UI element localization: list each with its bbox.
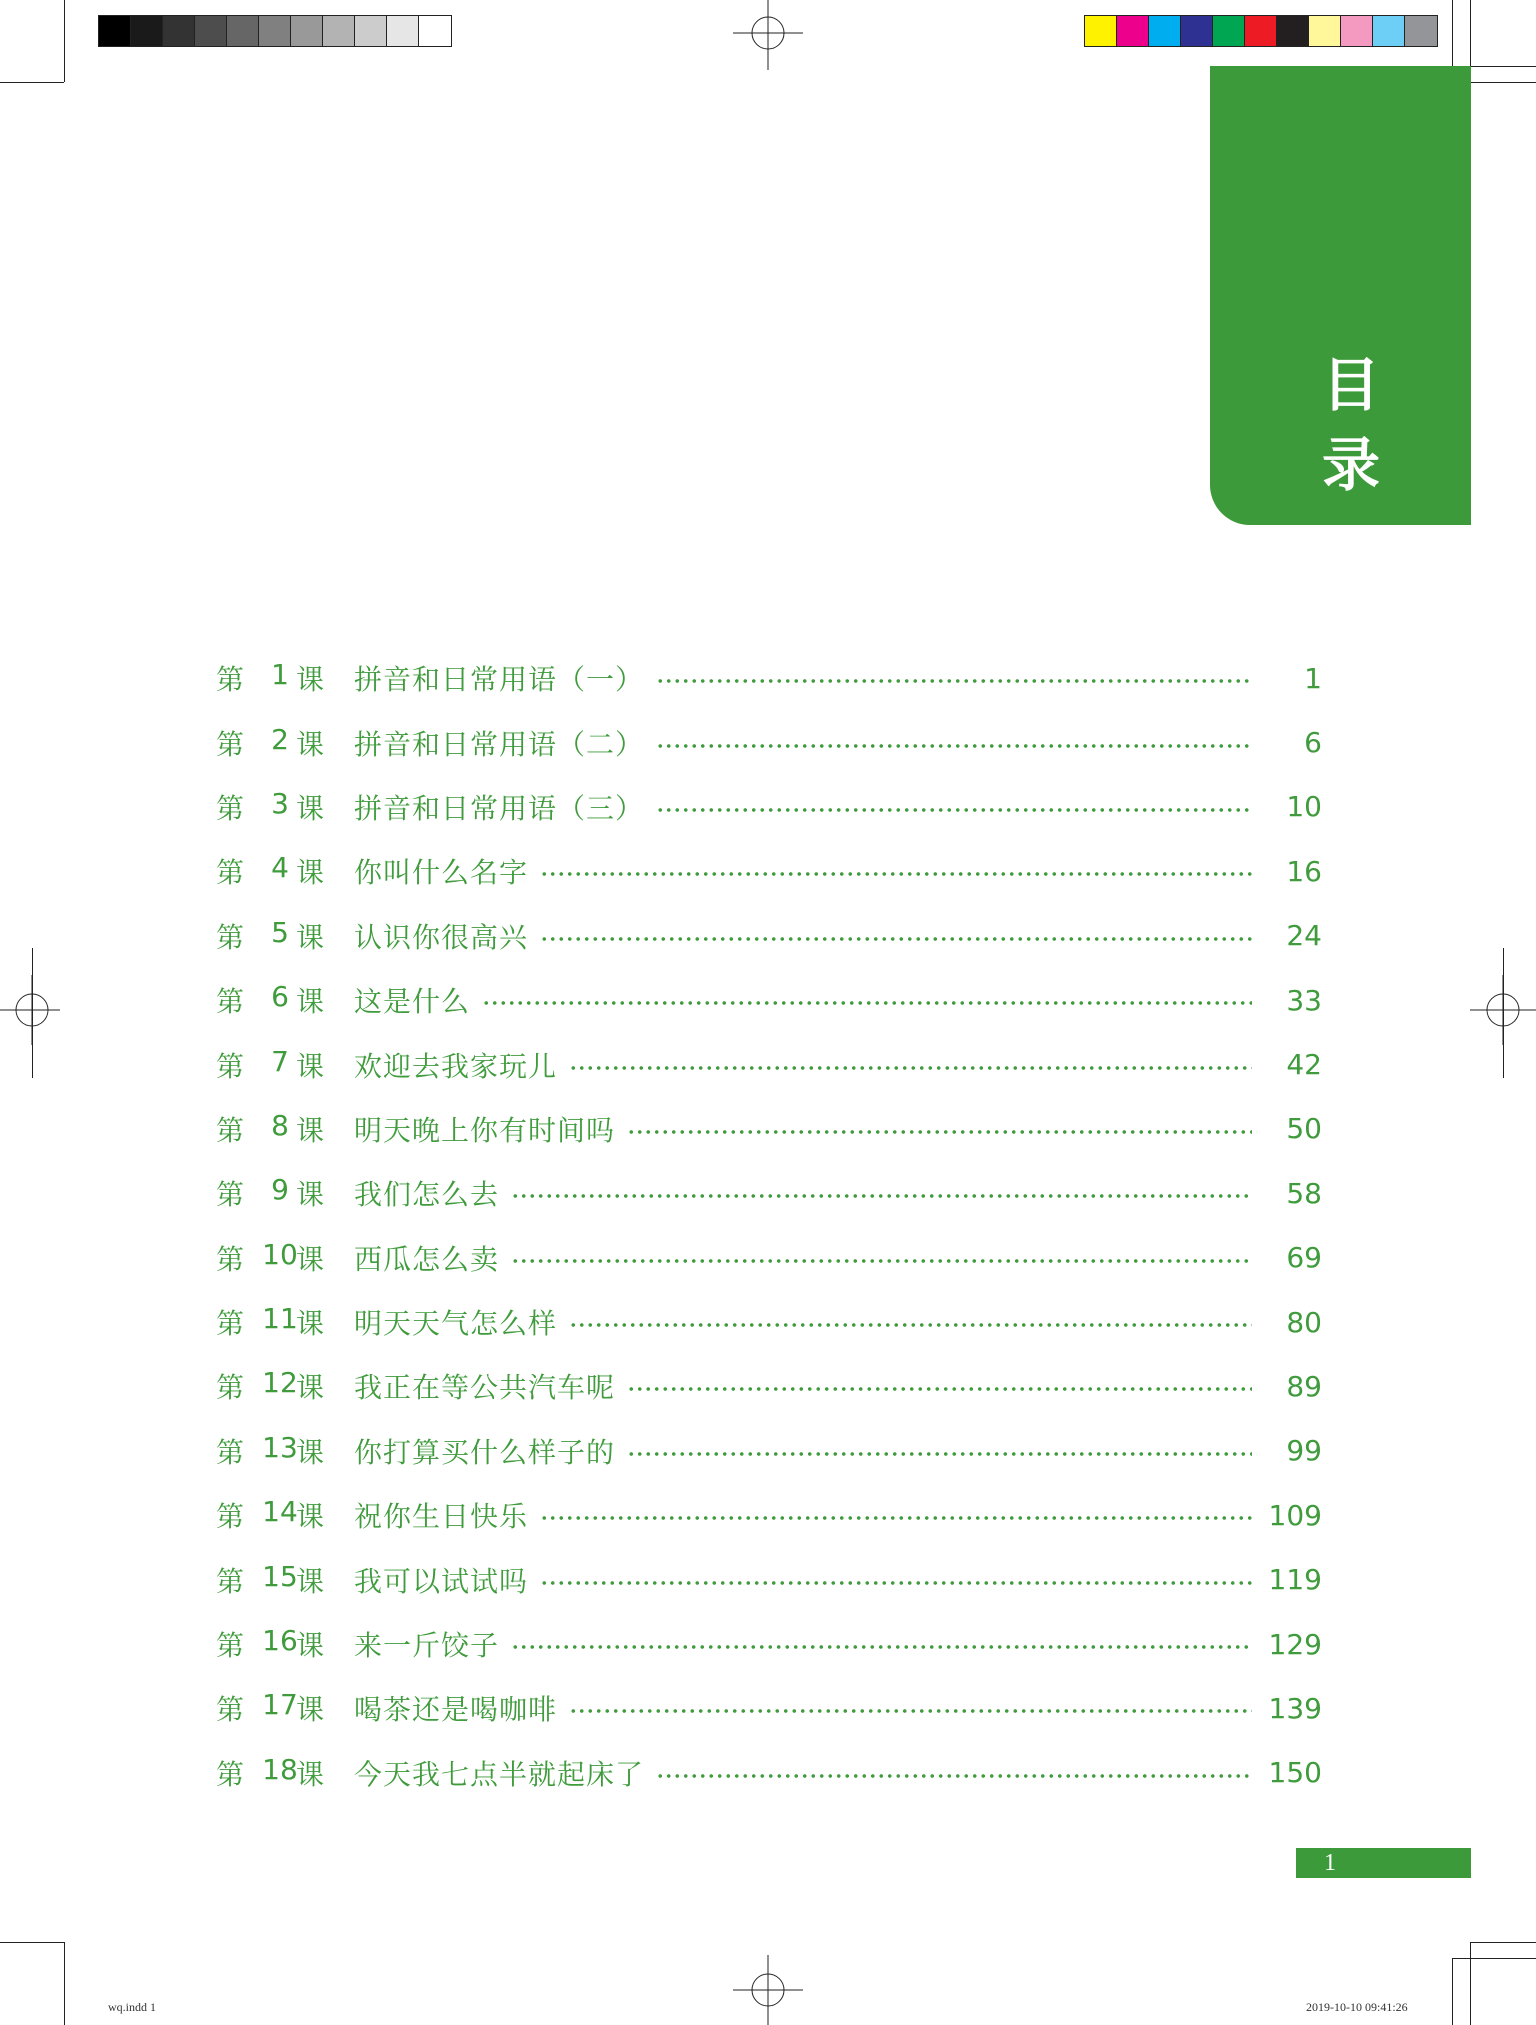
- lesson-number: 6: [271, 980, 289, 1014]
- dot-leader: [540, 937, 1252, 941]
- dot-leader: [540, 1516, 1252, 1520]
- gray-swatch: [387, 16, 419, 46]
- color-swatch: [1149, 16, 1181, 46]
- table-of-contents: [216, 646, 1322, 1805]
- lesson-prefix: 第: [216, 856, 245, 890]
- lesson-title: 今天我七点半就起床了: [354, 1757, 645, 1791]
- gray-swatch: [355, 16, 387, 46]
- lesson-label: [216, 723, 354, 763]
- lesson-page-number: 109: [1268, 1498, 1322, 1532]
- toc-entry[interactable]: [216, 1032, 1322, 1096]
- lesson-title: 你叫什么名字: [354, 856, 529, 890]
- lesson-label: [216, 1431, 354, 1471]
- lesson-label: [216, 1302, 354, 1342]
- lesson-page-number: 69: [1286, 1241, 1322, 1275]
- lesson-suffix: 课: [296, 985, 325, 1019]
- lesson-suffix: 课: [296, 727, 325, 761]
- lesson-number: 3: [271, 786, 289, 820]
- contents-title-tab: [1210, 66, 1471, 525]
- toc-entry[interactable]: [216, 775, 1322, 839]
- registration-line-right: [1503, 948, 1504, 1078]
- lesson-number: 8: [271, 1108, 289, 1142]
- lesson-number: 15: [262, 1559, 298, 1593]
- toc-entry[interactable]: [216, 1676, 1322, 1740]
- dot-leader: [569, 1709, 1252, 1713]
- dot-leader: [511, 1259, 1252, 1263]
- lesson-suffix: 课: [296, 1629, 325, 1663]
- lesson-prefix: 第: [216, 1629, 245, 1663]
- lesson-page-number: 129: [1268, 1627, 1322, 1661]
- toc-entry[interactable]: [216, 710, 1322, 774]
- toc-entry[interactable]: [216, 1290, 1322, 1354]
- color-swatch: [1341, 16, 1373, 46]
- lesson-suffix: 课: [296, 920, 325, 954]
- color-swatch: [1085, 16, 1117, 46]
- dot-leader: [656, 744, 1252, 748]
- lesson-suffix: 课: [296, 1757, 325, 1791]
- lesson-prefix: 第: [216, 1242, 245, 1276]
- lesson-title: 拼音和日常用语（一）: [354, 663, 645, 697]
- page-number: 1: [1324, 1850, 1336, 1876]
- dot-leader: [511, 1194, 1252, 1198]
- color-calibration-bar: [1084, 15, 1438, 47]
- lesson-page-number: 119: [1268, 1563, 1322, 1597]
- grayscale-calibration-bar: [98, 15, 452, 47]
- lesson-label: [216, 787, 354, 827]
- lesson-page-number: 10: [1286, 790, 1322, 824]
- color-swatch: [1117, 16, 1149, 46]
- lesson-label: [216, 1045, 354, 1085]
- lesson-number: 9: [271, 1173, 289, 1207]
- lesson-prefix: 第: [216, 1500, 245, 1534]
- registration-mark-bottom-icon: [733, 1955, 803, 2025]
- page-number-box: [1296, 1848, 1471, 1878]
- toc-entry[interactable]: [216, 1161, 1322, 1225]
- lesson-number: 17: [262, 1688, 298, 1722]
- lesson-page-number: 24: [1286, 919, 1322, 953]
- lesson-label: [216, 1624, 354, 1664]
- dot-leader: [540, 872, 1252, 876]
- gray-swatch: [131, 16, 163, 46]
- contents-title-char-2: 录: [1321, 431, 1380, 499]
- lesson-label: [216, 1753, 354, 1793]
- toc-entry[interactable]: [216, 839, 1322, 903]
- toc-entry[interactable]: [216, 968, 1322, 1032]
- lesson-prefix: 第: [216, 985, 245, 1019]
- dot-leader: [627, 1452, 1252, 1456]
- lesson-prefix: 第: [216, 1178, 245, 1212]
- dot-leader: [627, 1387, 1252, 1391]
- lesson-page-number: 58: [1286, 1176, 1322, 1210]
- lesson-label: [216, 1688, 354, 1728]
- lesson-title: 欢迎去我家玩儿: [354, 1049, 558, 1083]
- lesson-title: 明天晚上你有时间吗: [354, 1113, 616, 1147]
- toc-entry[interactable]: [216, 1354, 1322, 1418]
- lesson-title: 明天天气怎么样: [354, 1307, 558, 1341]
- gray-swatch: [163, 16, 195, 46]
- registration-line-left: [32, 948, 33, 1078]
- dot-leader: [511, 1645, 1252, 1649]
- slug-timestamp: 2019-10-10 09:41:26: [1306, 2000, 1408, 2014]
- lesson-prefix: 第: [216, 920, 245, 954]
- lesson-page-number: 89: [1286, 1369, 1322, 1403]
- lesson-prefix: 第: [216, 727, 245, 761]
- lesson-label: [216, 916, 354, 956]
- lesson-title: 拼音和日常用语（三）: [354, 791, 645, 825]
- lesson-number: 13: [262, 1430, 298, 1464]
- lesson-label: [216, 980, 354, 1020]
- toc-entry[interactable]: [216, 1419, 1322, 1483]
- lesson-label: [216, 1238, 354, 1278]
- lesson-number: 7: [271, 1044, 289, 1078]
- contents-title-char-1: 目: [1321, 351, 1380, 419]
- lesson-suffix: 课: [296, 1178, 325, 1212]
- lesson-prefix: 第: [216, 1564, 245, 1598]
- lesson-prefix: 第: [216, 1307, 245, 1341]
- lesson-label: [216, 1560, 354, 1600]
- toc-entry[interactable]: [216, 1612, 1322, 1676]
- lesson-suffix: 课: [296, 791, 325, 825]
- lesson-label: [216, 1173, 354, 1213]
- lesson-label: [216, 1495, 354, 1535]
- toc-entry[interactable]: [216, 1483, 1322, 1547]
- lesson-suffix: 课: [296, 1049, 325, 1083]
- gray-swatch: [323, 16, 355, 46]
- toc-entry[interactable]: [216, 1741, 1322, 1805]
- lesson-prefix: 第: [216, 1693, 245, 1727]
- lesson-label: [216, 1109, 354, 1149]
- color-swatch: [1213, 16, 1245, 46]
- toc-entry[interactable]: [216, 1226, 1322, 1290]
- gray-swatch: [419, 16, 451, 46]
- gray-swatch: [227, 16, 259, 46]
- dot-leader: [569, 1323, 1252, 1327]
- lesson-page-number: 150: [1268, 1756, 1322, 1790]
- lesson-page-number: 1: [1304, 661, 1322, 695]
- lesson-title: 认识你很高兴: [354, 920, 529, 954]
- lesson-suffix: 课: [296, 1500, 325, 1534]
- lesson-number: 1: [271, 658, 289, 692]
- color-swatch: [1277, 16, 1309, 46]
- lesson-page-number: 99: [1286, 1434, 1322, 1468]
- lesson-title: 喝茶还是喝咖啡: [354, 1693, 558, 1727]
- registration-mark-top-icon: [733, 0, 803, 70]
- registration-mark-left-icon: [0, 975, 60, 1045]
- lesson-title: 西瓜怎么卖: [354, 1242, 500, 1276]
- lesson-page-number: 6: [1304, 726, 1322, 760]
- lesson-suffix: 课: [296, 1242, 325, 1276]
- lesson-number: 10: [262, 1237, 298, 1271]
- lesson-prefix: 第: [216, 791, 245, 825]
- lesson-title: 你打算买什么样子的: [354, 1435, 616, 1469]
- lesson-page-number: 139: [1268, 1691, 1322, 1725]
- lesson-label: [216, 1366, 354, 1406]
- lesson-suffix: 课: [296, 856, 325, 890]
- dot-leader: [656, 808, 1252, 812]
- lesson-title: 祝你生日快乐: [354, 1500, 529, 1534]
- dot-leader: [656, 679, 1252, 683]
- slug-filename: wq.indd 1: [108, 2000, 156, 2014]
- lesson-prefix: 第: [216, 1435, 245, 1469]
- lesson-suffix: 课: [296, 1371, 325, 1405]
- dot-leader: [627, 1130, 1252, 1134]
- lesson-page-number: 50: [1286, 1112, 1322, 1146]
- lesson-number: 4: [271, 851, 289, 885]
- lesson-label: [216, 851, 354, 891]
- lesson-suffix: 课: [296, 1113, 325, 1147]
- lesson-number: 2: [271, 722, 289, 756]
- lesson-suffix: 课: [296, 1693, 325, 1727]
- lesson-page-number: 33: [1286, 983, 1322, 1017]
- color-swatch: [1309, 16, 1341, 46]
- lesson-number: 18: [262, 1752, 298, 1786]
- lesson-number: 14: [262, 1495, 298, 1529]
- color-swatch: [1373, 16, 1405, 46]
- lesson-title: 我可以试试吗: [354, 1564, 529, 1598]
- gray-swatch: [259, 16, 291, 46]
- lesson-title: 拼音和日常用语（二）: [354, 727, 645, 761]
- toc-entry[interactable]: [216, 646, 1322, 710]
- lesson-title: 这是什么: [354, 985, 471, 1019]
- lesson-suffix: 课: [296, 1307, 325, 1341]
- lesson-page-number: 42: [1286, 1048, 1322, 1082]
- lesson-number: 12: [262, 1366, 298, 1400]
- dot-leader: [482, 1001, 1252, 1005]
- toc-entry[interactable]: [216, 1097, 1322, 1161]
- dot-leader: [569, 1066, 1252, 1070]
- lesson-prefix: 第: [216, 1049, 245, 1083]
- lesson-number: 16: [262, 1624, 298, 1658]
- dot-leader: [540, 1581, 1252, 1585]
- gray-swatch: [291, 16, 323, 46]
- toc-entry[interactable]: [216, 1547, 1322, 1611]
- lesson-number: 5: [271, 915, 289, 949]
- lesson-title: 我正在等公共汽车呢: [354, 1371, 616, 1405]
- color-swatch: [1245, 16, 1277, 46]
- lesson-title: 我们怎么去: [354, 1178, 500, 1212]
- lesson-page-number: 80: [1286, 1305, 1322, 1339]
- lesson-prefix: 第: [216, 1113, 245, 1147]
- lesson-number: 11: [262, 1302, 298, 1336]
- lesson-suffix: 课: [296, 1564, 325, 1598]
- lesson-title: 来一斤饺子: [354, 1629, 500, 1663]
- gray-swatch: [99, 16, 131, 46]
- lesson-prefix: 第: [216, 1371, 245, 1405]
- color-swatch: [1181, 16, 1213, 46]
- lesson-suffix: 课: [296, 1435, 325, 1469]
- lesson-prefix: 第: [216, 663, 245, 697]
- lesson-page-number: 16: [1286, 854, 1322, 888]
- gray-swatch: [195, 16, 227, 46]
- color-swatch: [1405, 16, 1437, 46]
- lesson-prefix: 第: [216, 1757, 245, 1791]
- lesson-label: [216, 658, 354, 698]
- toc-entry[interactable]: [216, 904, 1322, 968]
- dot-leader: [656, 1774, 1252, 1778]
- lesson-suffix: 课: [296, 663, 325, 697]
